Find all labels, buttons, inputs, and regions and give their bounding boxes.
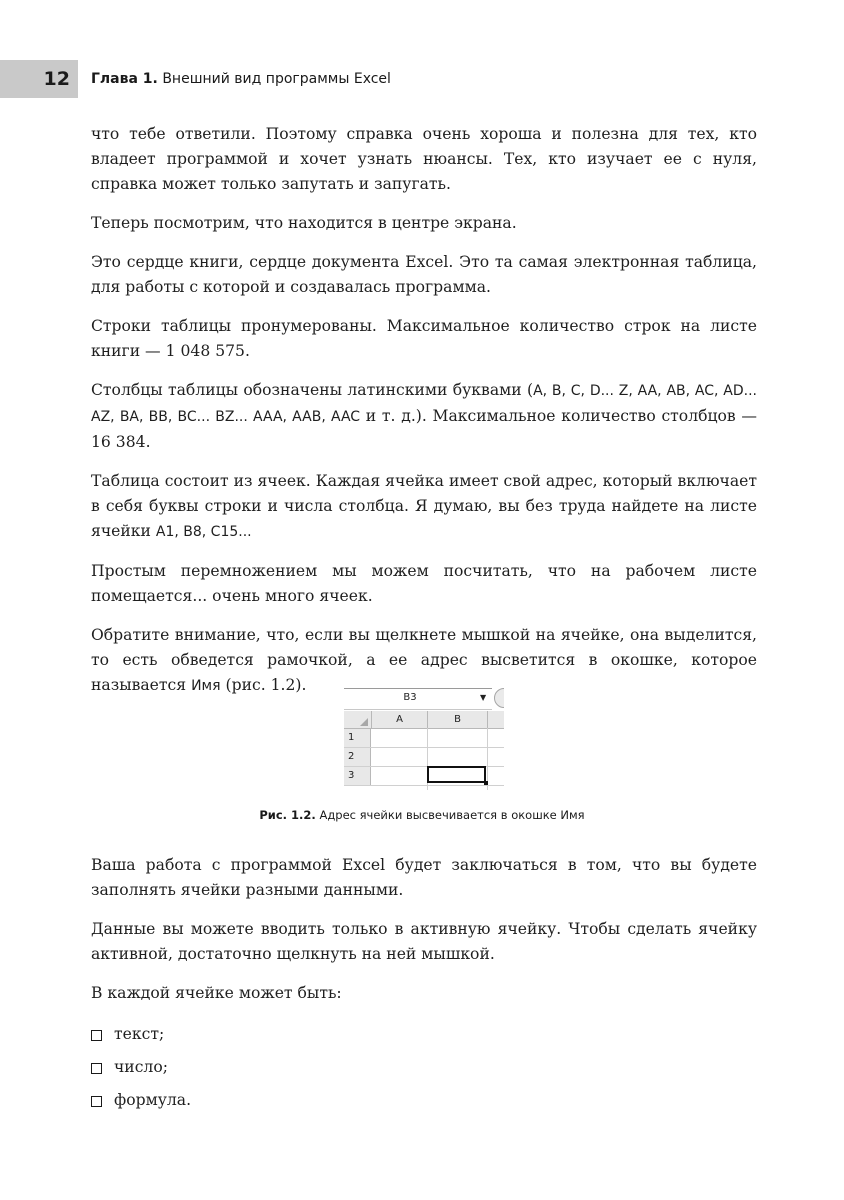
dropdown-arrow-icon[interactable]: ▼ [480, 693, 487, 702]
row-header-1[interactable]: 1 [344, 729, 371, 747]
paragraph-text: Обратите внимание, что, если вы щелкнете мышкой на ячейке, она выделится, то есть обведется рамочкой, а ее адрес высветится в окошке, которое называется [91, 626, 757, 694]
sheet-row [344, 748, 504, 767]
formula-button-icon[interactable] [494, 688, 504, 708]
select-all-triangle-icon [360, 718, 368, 726]
chapter-label: Глава 1. [91, 71, 158, 87]
row-header-3[interactable]: 3 [344, 767, 371, 785]
caption-label: Рис. 1.2. [259, 808, 316, 822]
checkbox-bullet-icon [91, 1063, 102, 1074]
running-header [91, 60, 391, 98]
column-header-a[interactable]: A [372, 711, 428, 728]
figure-excel-name-box [344, 684, 504, 790]
list-item-text: формула. [114, 1091, 192, 1109]
list-item [91, 1018, 691, 1051]
sheet-row [344, 729, 504, 748]
column-header-b[interactable]: B [428, 711, 488, 728]
chapter-title: Внешний вид программы Excel [162, 71, 391, 87]
bullet-list [91, 1018, 691, 1117]
paragraph-text: Столбцы таблицы обозначены латинскими буквами ( [91, 381, 534, 399]
column-header-row [344, 711, 504, 729]
list-item-text: число; [114, 1058, 168, 1076]
figure-caption [0, 808, 844, 822]
list-item [91, 1051, 691, 1084]
body-text-top [91, 122, 757, 713]
paragraph-text: Таблица состоит из ячеек. Каждая ячейка имеет свой адрес, который включает в себя буквы строки и числа столбца. Я думаю, вы без труда найдете на листе ячейки [91, 472, 757, 540]
paragraph: Теперь посмотрим, что находится в центре экрана. [91, 214, 517, 232]
paragraph [91, 469, 757, 545]
checkbox-bullet-icon [91, 1030, 102, 1041]
body-text-bottom [91, 853, 757, 1020]
paragraph: В каждой ячейке может быть: [91, 984, 342, 1002]
list-item-text: текст; [114, 1025, 165, 1043]
checkbox-bullet-icon [91, 1096, 102, 1107]
paragraph: Ваша работа с программой Excel будет заключаться в том, что вы будете заполнять ячейки разными данными. [91, 856, 757, 899]
paragraph: Простым перемножением мы можем посчитать, что на рабочем листе помещается... очень много ячеек. [91, 562, 757, 605]
list-item [91, 1084, 691, 1117]
paragraph: Строки таблицы пронумерованы. Максимальное количество строк на листе книги — 1 048 575. [91, 317, 757, 360]
paragraph-text: и т. д.). Максимальное количество столбцов — 16 384. [91, 407, 757, 451]
name-box[interactable] [344, 688, 492, 710]
paragraph [91, 378, 757, 455]
row-header-2[interactable]: 2 [344, 748, 371, 766]
paragraph-text: (рис. 1.2). [220, 676, 307, 694]
paragraph: что тебе ответили. Поэтому справка очень хороша и полезна для тех, кто владеет программой и хочет узнать нюансы. Тех, кто изучает ее с нуля, справка может только запутать и запугать. [91, 125, 757, 193]
caption-text: Адрес ячейки высвечивается в окошке Имя [319, 808, 585, 822]
paragraph: Данные вы можете вводить только в активную ячейку. Чтобы сделать ячейку активной, достаточно щелкнуть на ней мышкой. [91, 920, 757, 963]
paragraph: Это сердце книги, сердце документа Excel. Это та самая электронная таблица, для работы с которой и создавалась программа. [91, 253, 757, 296]
name-box-term: Имя [191, 678, 221, 694]
page-number: 12 [43, 68, 70, 90]
active-cell-b3[interactable] [427, 766, 486, 783]
column-letters-code: A, B, C, D... Z, AA, AB, AC, AD... AZ, BA, BB, BC... BZ... AAA, AAB, AAC [91, 383, 757, 425]
fill-handle[interactable] [484, 781, 488, 785]
select-all-corner[interactable] [344, 711, 372, 728]
cell-refs-code: A1, B8, C15... [155, 524, 252, 540]
name-box-value: B3 [403, 692, 417, 703]
